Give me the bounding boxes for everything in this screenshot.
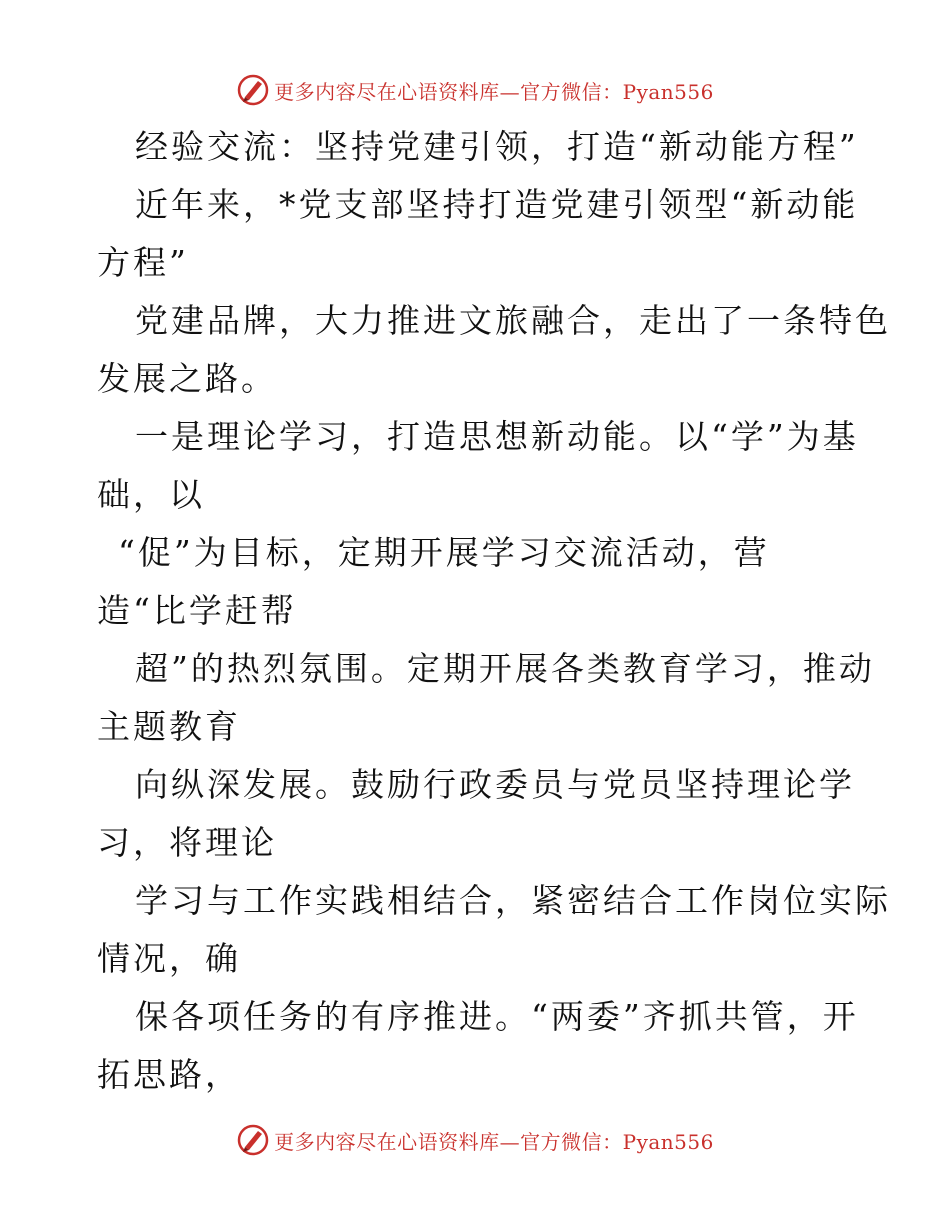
doc-line: 方程” (97, 243, 189, 282)
doc-line: 习，将理论 (97, 823, 277, 862)
doc-line: 主题教育 (97, 707, 241, 746)
pen-logo-icon (236, 1123, 270, 1157)
header-watermark (0, 70, 950, 110)
doc-line: 情况，确 (97, 939, 241, 978)
header-watermark-text: 更多内容尽在心语资料库—官方微信：Pyan556 (274, 79, 714, 104)
doc-line: 一是理论学习，打造思想新动能。以“学”为基 (135, 417, 859, 456)
doc-line: 发展之路。 (97, 359, 277, 398)
doc-line: 拓思路， (97, 1055, 241, 1094)
doc-line: 造“比学赶帮 (97, 591, 297, 630)
doc-line: “促”为目标，定期开展学习交流活动，营 (118, 533, 770, 572)
doc-line: 向纵深发展。鼓励行政委员与党员坚持理论学 (135, 765, 855, 804)
doc-title: 经验交流：坚持党建引领，打造“新动能方程” (135, 127, 859, 166)
doc-line: 础，以 (97, 475, 205, 514)
pen-logo-icon (236, 73, 270, 107)
footer-watermark (0, 1120, 950, 1160)
doc-line: 超”的热烈氛围。定期开展各类教育学习，推动 (135, 649, 875, 688)
doc-line: 近年来，*党支部坚持打造党建引领型“新动能 (135, 185, 859, 224)
doc-line: 学习与工作实践相结合，紧密结合工作岗位实际 (135, 881, 891, 920)
footer-watermark-text: 更多内容尽在心语资料库—官方微信：Pyan556 (274, 1129, 714, 1154)
doc-line: 党建品牌，大力推进文旅融合，走出了一条特色 (135, 301, 891, 340)
doc-line: 保各项任务的有序推进。“两委”齐抓共管，开 (135, 997, 859, 1036)
